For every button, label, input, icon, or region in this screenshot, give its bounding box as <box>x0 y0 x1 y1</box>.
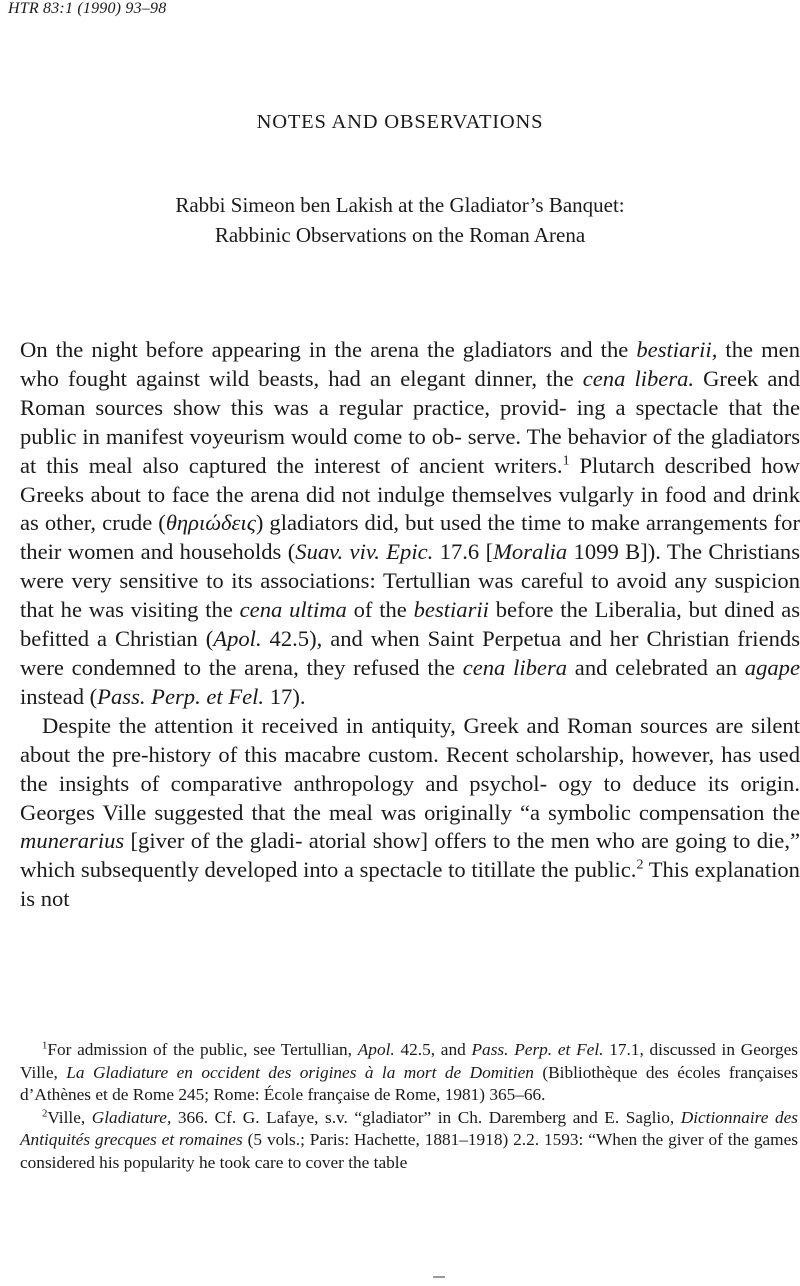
italic-term: munerarius <box>20 828 125 854</box>
citation-title: Pass. Perp. et Fel. <box>471 1040 604 1059</box>
text-run: 17). <box>264 683 306 709</box>
text-run: On the night before appearing in the arena the gladiators and the <box>20 337 637 362</box>
citation-title: Apol. <box>357 1040 395 1059</box>
text-run: (Bibliothèque des écoles françaises d’Athènes et de Rome 245; Rome: École française de Rome, 1981) 365–66. <box>20 1062 798 1105</box>
text-run: This explanation is not <box>20 857 800 912</box>
text-run: ) gladiators did, but used the time to make arrangements for their women and households ( <box>20 510 800 565</box>
citation-title: La Gladiature en occident des origines à la mort de Domitien <box>66 1062 534 1082</box>
text-run: (5 vols.; Paris: Hachette, 1881–1918) 2.2. 1593: “When the giver of the games considered his popularity he took care to cover the table <box>20 1130 799 1172</box>
italic-term: cena libera. <box>582 365 695 391</box>
footnote-number: 2 <box>42 1107 48 1120</box>
text-run: the men who fought against wild beasts, had an elegant dinner, the <box>20 337 800 391</box>
italic-term: cena libera <box>462 654 568 680</box>
italic-term: bestiarii, <box>636 337 718 362</box>
citation-title: Dictionnaire des Antiquités grecques et romaines <box>20 1107 798 1150</box>
article-title-line-1: Rabbi Simeon ben Lakish at the Gladiator’s Banquet: <box>175 193 625 217</box>
text-run: 1099 B]). The Christians were very sensitive to its associations: Tertullian was careful to avoid any suspicion that he was visiting the <box>20 539 800 623</box>
text-run: before the Liberalia, but dined as befitted a Christian ( <box>20 597 800 652</box>
body-text <box>20 336 800 914</box>
citation-title: Apol. <box>213 626 262 652</box>
paragraph-2 <box>20 712 800 914</box>
text-run: 42.5), and when Saint Perpetua and her Christian friends were condemned to the arena, they refused the <box>20 626 800 680</box>
text-run: Greek and Roman sources show this was a regular practice, provid‑ ing a spectacle that the public in manifest voyeurism would come to ob‑ serve. The behavior of the gladiators at this meal also captured the interest of ancient writers. <box>20 365 800 478</box>
greek-word: θηριώδεις <box>165 510 256 536</box>
running-head: HTR 83:1 (1990) 93–98 <box>8 0 167 17</box>
text-run: 366. Cf. G. Lafaye, s.v. “gladiator” in Ch. Daremberg and E. Saglio, <box>171 1107 681 1127</box>
text-run: and celebrated an <box>567 654 745 680</box>
footnote-1 <box>20 1039 798 1107</box>
text-run: Despite the attention it received in antiquity, Greek and Roman sources are silent about the pre‑history of this macabre custom. Recent scholarship, however, has used the insights of comparative anthropology and psychol‑ ogy to deduce its origin. Georges Ville suggested that the meal was originally “a symbolic compensation the <box>20 712 800 825</box>
citation-title: Moralia <box>493 539 568 565</box>
text-run: [giver of the gladi‑ atorial show] offers to the men who are going to die,” which subsequently developed into a spectacle to titillate the public. <box>20 828 800 883</box>
text-run: 17.6 [ <box>433 539 494 565</box>
text-run: instead ( <box>20 683 98 709</box>
article-title <box>0 190 800 250</box>
text-run: For admission of the public, see Tertullian, <box>47 1040 358 1059</box>
footnote-2 <box>20 1107 798 1175</box>
citation-title: Gladiature, <box>91 1107 172 1127</box>
text-run: 17.1, discussed in Georges Ville, <box>20 1040 798 1082</box>
footnote-ref-1[interactable]: 1 <box>562 452 570 468</box>
page-mark <box>433 1276 445 1278</box>
text-run: of the <box>346 597 414 623</box>
italic-term: bestiarii <box>413 597 489 623</box>
citation-title: Suav. viv. Epic. <box>295 539 434 565</box>
text-run: 42.5, and <box>394 1040 472 1059</box>
italic-term: agape <box>744 654 800 680</box>
footnotes <box>20 1039 798 1175</box>
footnote-number: 1 <box>42 1039 48 1052</box>
text-run: Plutarch described how Greeks about to face the arena did not indulge themselves vulgarly in food and drink as other, crude ( <box>20 452 800 536</box>
citation-title: Pass. Perp. et Fel. <box>97 683 265 709</box>
footnote-ref-2[interactable]: 2 <box>636 857 644 873</box>
italic-term: cena ultima <box>239 597 347 623</box>
article-title-line-2: Rabbinic Observations on the Roman Arena <box>214 223 586 247</box>
section-title: NOTES AND OBSERVATIONS <box>256 111 544 133</box>
text-run: Ville, <box>47 1107 92 1127</box>
paragraph-1 <box>20 336 800 712</box>
